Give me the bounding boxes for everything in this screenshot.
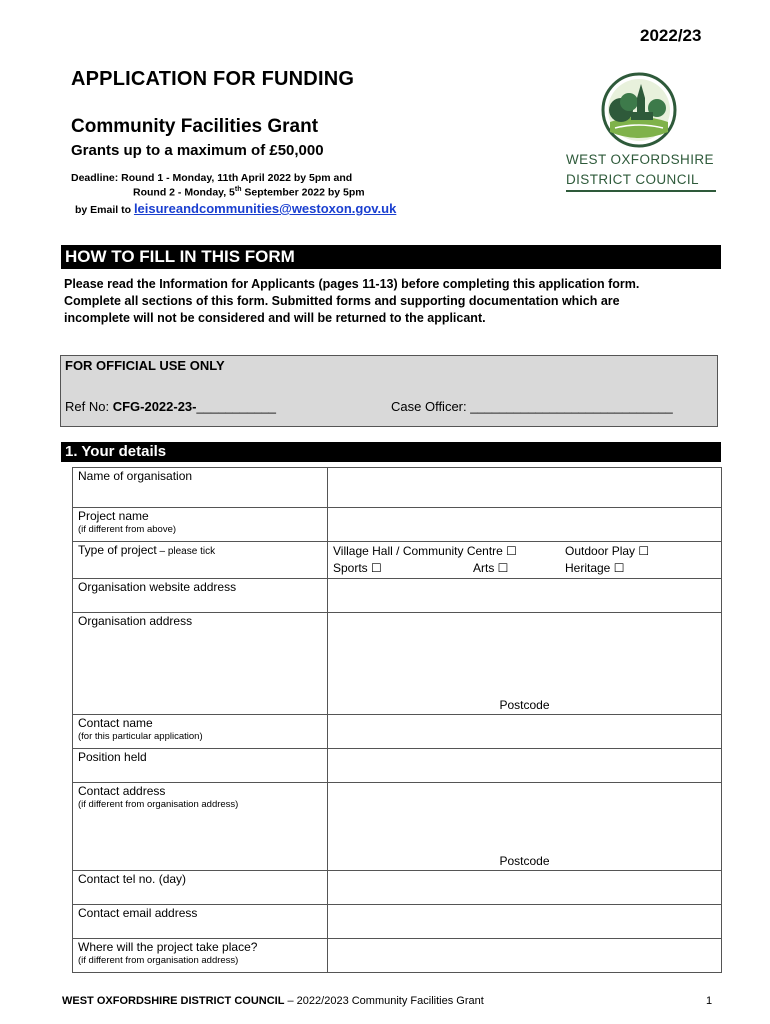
table-row (73, 905, 722, 939)
location-label: Where will the project take place? (if different from organisation address) (73, 939, 328, 973)
table-row (73, 783, 722, 871)
email-field[interactable] (328, 905, 722, 939)
case-officer: Case Officer: ____________________________ (391, 399, 673, 414)
table-row (73, 613, 722, 715)
option-sports[interactable]: Sports ☐ (333, 561, 382, 575)
org-name-field[interactable] (328, 468, 722, 508)
table-row (73, 579, 722, 613)
contact-address-label: Contact address (if different from organisation address) (73, 783, 328, 871)
your-details-heading: 1. Your details (61, 442, 721, 462)
project-type-label: Type of project – please tick (73, 542, 328, 579)
council-logo-text: WEST OXFORDSHIRE DISTRICT COUNCIL (566, 152, 714, 187)
table-row (73, 871, 722, 905)
email-label: Contact email address (73, 905, 328, 939)
org-address-label: Organisation address (73, 613, 328, 715)
org-name-label: Name of organisation (73, 468, 328, 508)
contact-name-field[interactable] (328, 715, 722, 749)
website-field[interactable] (328, 579, 722, 613)
year-label: 2022/23 (640, 26, 702, 45)
deadline-round-1: Deadline: Round 1 - Monday, 11th April 2022 by 5pm and (71, 172, 353, 184)
position-label: Position held (73, 749, 328, 783)
howto-instructions: Please read the Information for Applicants (pages 11-13) before completing this application form. Complete all sections of this form. Submitted forms and supporting documentation which are incomplete will not be considered and will be returned to the applicant. (64, 277, 640, 325)
option-outdoor-play[interactable]: Outdoor Play ☐ (565, 544, 650, 558)
tel-label: Contact tel no. (day) (73, 871, 328, 905)
deadline-round-2: Round 2 - Monday, 5th September 2022 by 5pm (133, 186, 365, 199)
email-link[interactable]: leisureandcommunities@westoxon.gov.uk (133, 201, 397, 216)
howto-heading: HOW TO FILL IN THIS FORM (61, 245, 721, 269)
option-heritage[interactable]: Heritage ☐ (565, 561, 625, 575)
contact-address-field[interactable] (328, 783, 722, 871)
official-use-title: FOR OFFICIAL USE ONLY (65, 358, 225, 373)
grant-name: Community Facilities Grant (71, 116, 319, 137)
org-postcode-label: Postcode (499, 698, 550, 712)
official-use-box (60, 355, 718, 427)
page-title: APPLICATION FOR FUNDING (71, 68, 355, 90)
grant-maximum: Grants up to a maximum of £50,000 (71, 142, 324, 159)
project-type-options (328, 542, 722, 579)
table-row (73, 468, 722, 508)
position-field[interactable] (328, 749, 722, 783)
tel-field[interactable] (328, 871, 722, 905)
logo-underline (566, 190, 716, 192)
option-arts[interactable]: Arts ☐ (473, 561, 509, 575)
table-row (73, 939, 722, 973)
footer-text: WEST OXFORDSHIRE DISTRICT COUNCIL – 2022/2023 Community Facilities Grant (62, 995, 484, 1007)
contact-postcode-label: Postcode (499, 854, 550, 868)
your-details-table (72, 467, 722, 973)
table-row (73, 715, 722, 749)
org-address-field[interactable] (328, 613, 722, 715)
table-row (73, 749, 722, 783)
table-row (73, 508, 722, 542)
website-label: Organisation website address (73, 579, 328, 613)
table-row (73, 542, 722, 579)
option-village-hall[interactable]: Village Hall / Community Centre ☐ (333, 544, 517, 558)
location-field[interactable] (328, 939, 722, 973)
logo-emblem-icon (565, 72, 725, 150)
contact-name-label: Contact name (for this particular application) (73, 715, 328, 749)
project-name-label: Project name (if different from above) (73, 508, 328, 542)
email-instruction: by Email to leisureandcommunities@westoxon.gov.uk (75, 201, 397, 216)
project-name-field[interactable] (328, 508, 722, 542)
ref-no: Ref No: CFG-2022-23-___________ (65, 399, 277, 414)
council-logo (565, 72, 725, 155)
page-number: 1 (706, 995, 713, 1007)
